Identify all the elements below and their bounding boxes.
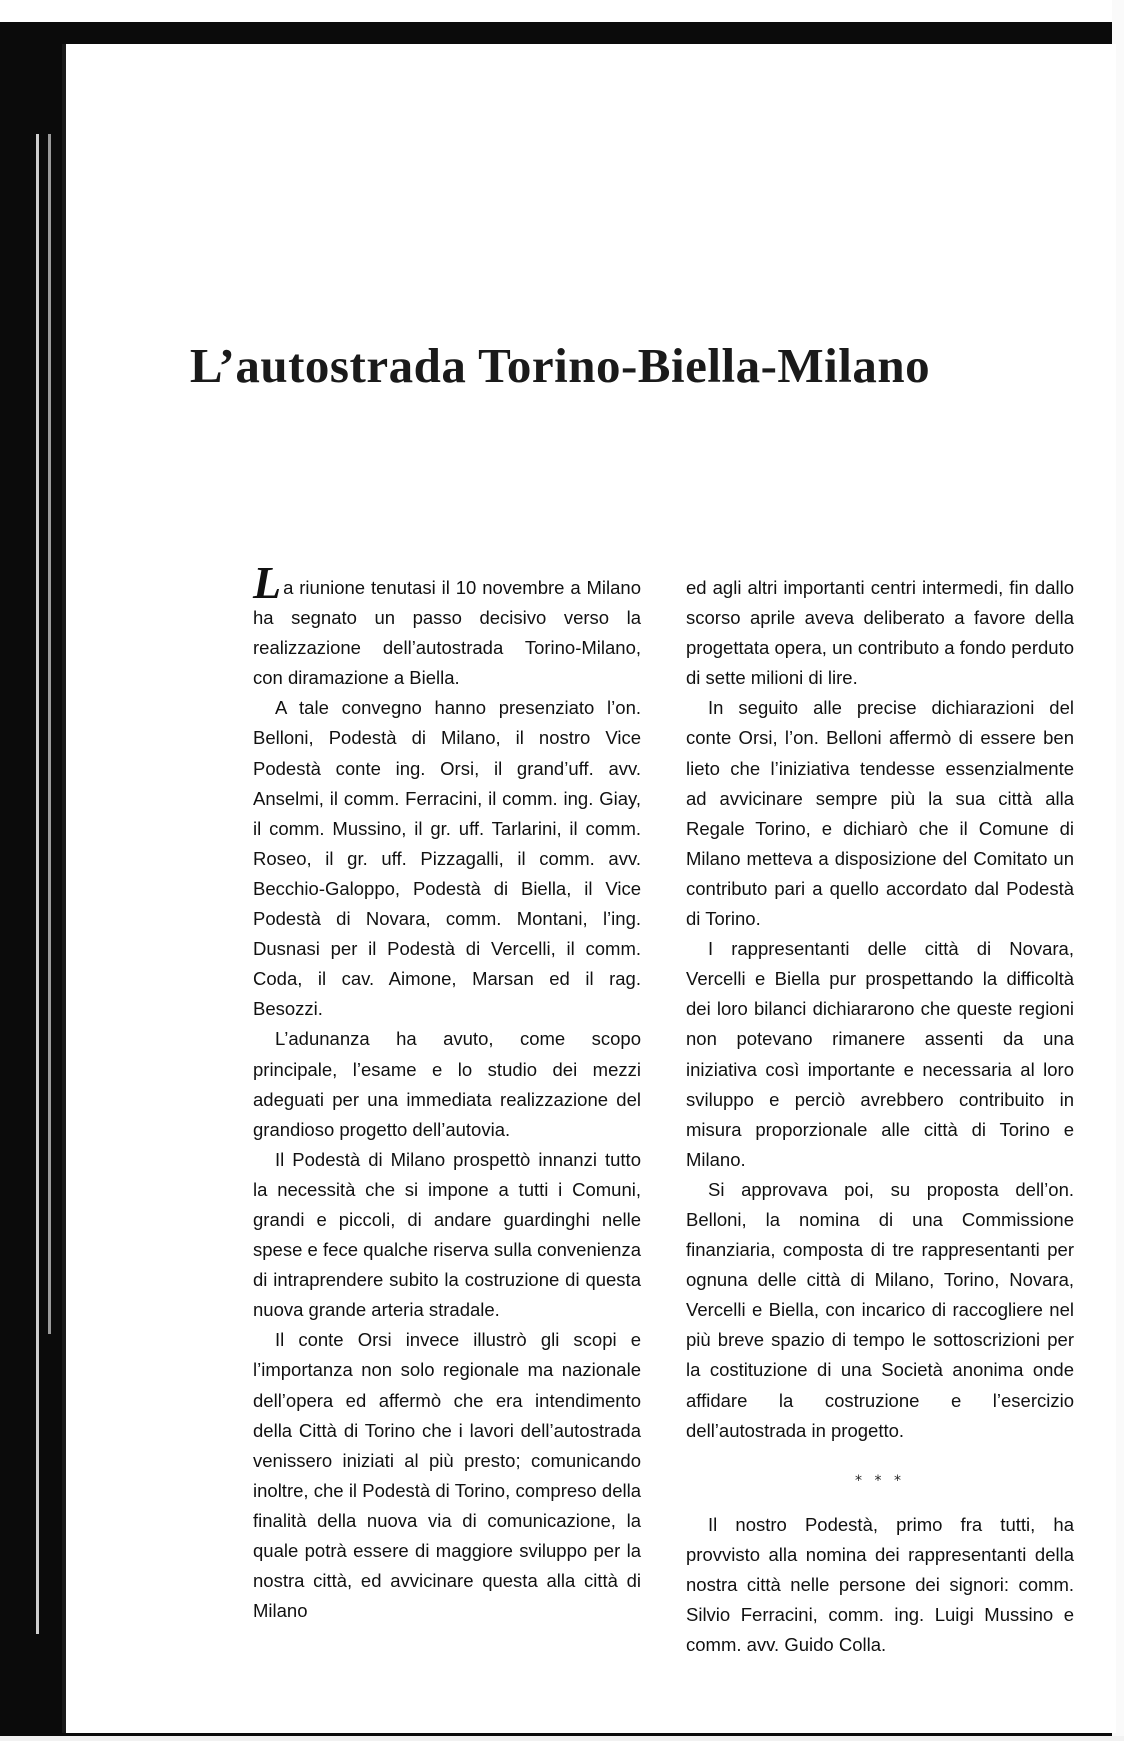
left-column bbox=[253, 557, 641, 1626]
scan-top-margin bbox=[0, 0, 1124, 22]
page-title: L’autostrada Torino-Biella-Milano bbox=[189, 338, 931, 393]
paragraph: I rappresentanti delle città di Novara, Vercelli e Biella pur prospettando la difficoltà dei loro bilanci dichiararono che queste regioni non potevano rimanere assenti da una iniziativa così importante e necessaria al loro sviluppo e perciò avrebbero contribuito in misura proporzionale alle città di Torino e Milano. bbox=[686, 938, 1074, 1170]
right-column bbox=[686, 573, 1074, 1660]
paragraph bbox=[253, 557, 641, 693]
scan-edge-line bbox=[48, 134, 51, 1334]
paragraph: A tale convegno hanno presenziato l’on. Belloni, Podestà di Milano, il nostro Vice Podestà conte ing. Orsi, il grand’uff. avv. Anselmi, il comm. Ferracini, il comm. ing. Giay, il comm. Mussino, il gr. uff. Tarlarini, il comm. Roseo, il gr. uff. Pizzagalli, il comm. avv. Becchio-Galoppo, Podestà di Biella, il Vice Podestà di Novara, comm. Montani, l’ing. Dusnasi per il Podestà di Vercelli, il comm. Coda, il cav. Aimone, Marsan ed il rag. Besozzi. bbox=[253, 697, 641, 1020]
paragraph: ed agli altri importanti centri intermedi, fin dallo scorso aprile aveva deliberato a favore della progettata opera, un contributo a fondo perduto di sette milioni di lire. bbox=[686, 577, 1074, 689]
paragraph: Il nostro Podestà, primo fra tutti, ha provvisto alla nomina dei rappresentanti della nostra città nelle persone dei signori: comm. Silvio Ferracini, comm. ing. Luigi Mussino e comm. avv. Guido Colla. bbox=[686, 1513, 1074, 1656]
scan-bottom-margin bbox=[0, 1736, 1124, 1741]
drop-cap: L bbox=[253, 557, 282, 608]
scan-edge-line bbox=[36, 134, 39, 1634]
paragraph: In seguito alle precise dichiarazioni del conte Orsi, l’on. Belloni affermò di essere ben lieto che l’iniziativa tendesse essenzialmente ad avvicinare sempre più la sua città alla Regale Torino, e dichiarò che il Comune di Milano metteva a disposizione del Comitato un contributo pari a quello accordato dal Podestà di Torino. bbox=[686, 697, 1074, 930]
paragraph: Il conte Orsi invece illustrò gli scopi e l’importanza non solo regionale ma nazionale dell’opera ed affermò che era intendimento della Città di Torino che i lavori dell’autostrada venissero iniziati al più presto; comunicando inoltre, che il Podestà di Torino, compreso della finalità della nuova via di comunicazione, la quale potrà essere di maggiore sviluppo per la nostra città, ed avvicinare questa alla città di Milano bbox=[253, 1329, 641, 1622]
paragraph: Si approvava poi, su proposta dell’on. Belloni, la nomina di una Commissione finanziaria, composta di tre rappresentanti per ognuna delle città di Milano, Torino, Novara, Vercelli e Biella, con incarico di raccogliere nel più breve spazio di tempo le sottoscrizioni per la costituzione di una Società anonima onde affidare la costruzione e l’esercizio dell’autostrada in progetto. bbox=[686, 1178, 1074, 1441]
section-separator: * * * bbox=[855, 1472, 905, 1489]
paragraph: L’adunanza ha avuto, come scopo principale, l’esame e lo studio dei mezzi adeguati per una immediata realizzazione del grandioso progetto dell’autovia. bbox=[253, 1028, 641, 1140]
paragraph: Il Podestà di Milano prospettò innanzi tutto la necessità che si impone a tutti i Comuni, grandi e piccoli, di andare guardinghi nelle spese e fece qualche riserva sulla convenienza di intraprendere subito la costruzione di questa nuova grande arteria stradale. bbox=[253, 1148, 641, 1321]
paragraph-text: a riunione tenutasi il 10 novembre a Milano ha segnato un passo decisivo verso la realizzazione dell’autostrada Torino-Milano, con diramazione a Biella. bbox=[253, 577, 641, 689]
